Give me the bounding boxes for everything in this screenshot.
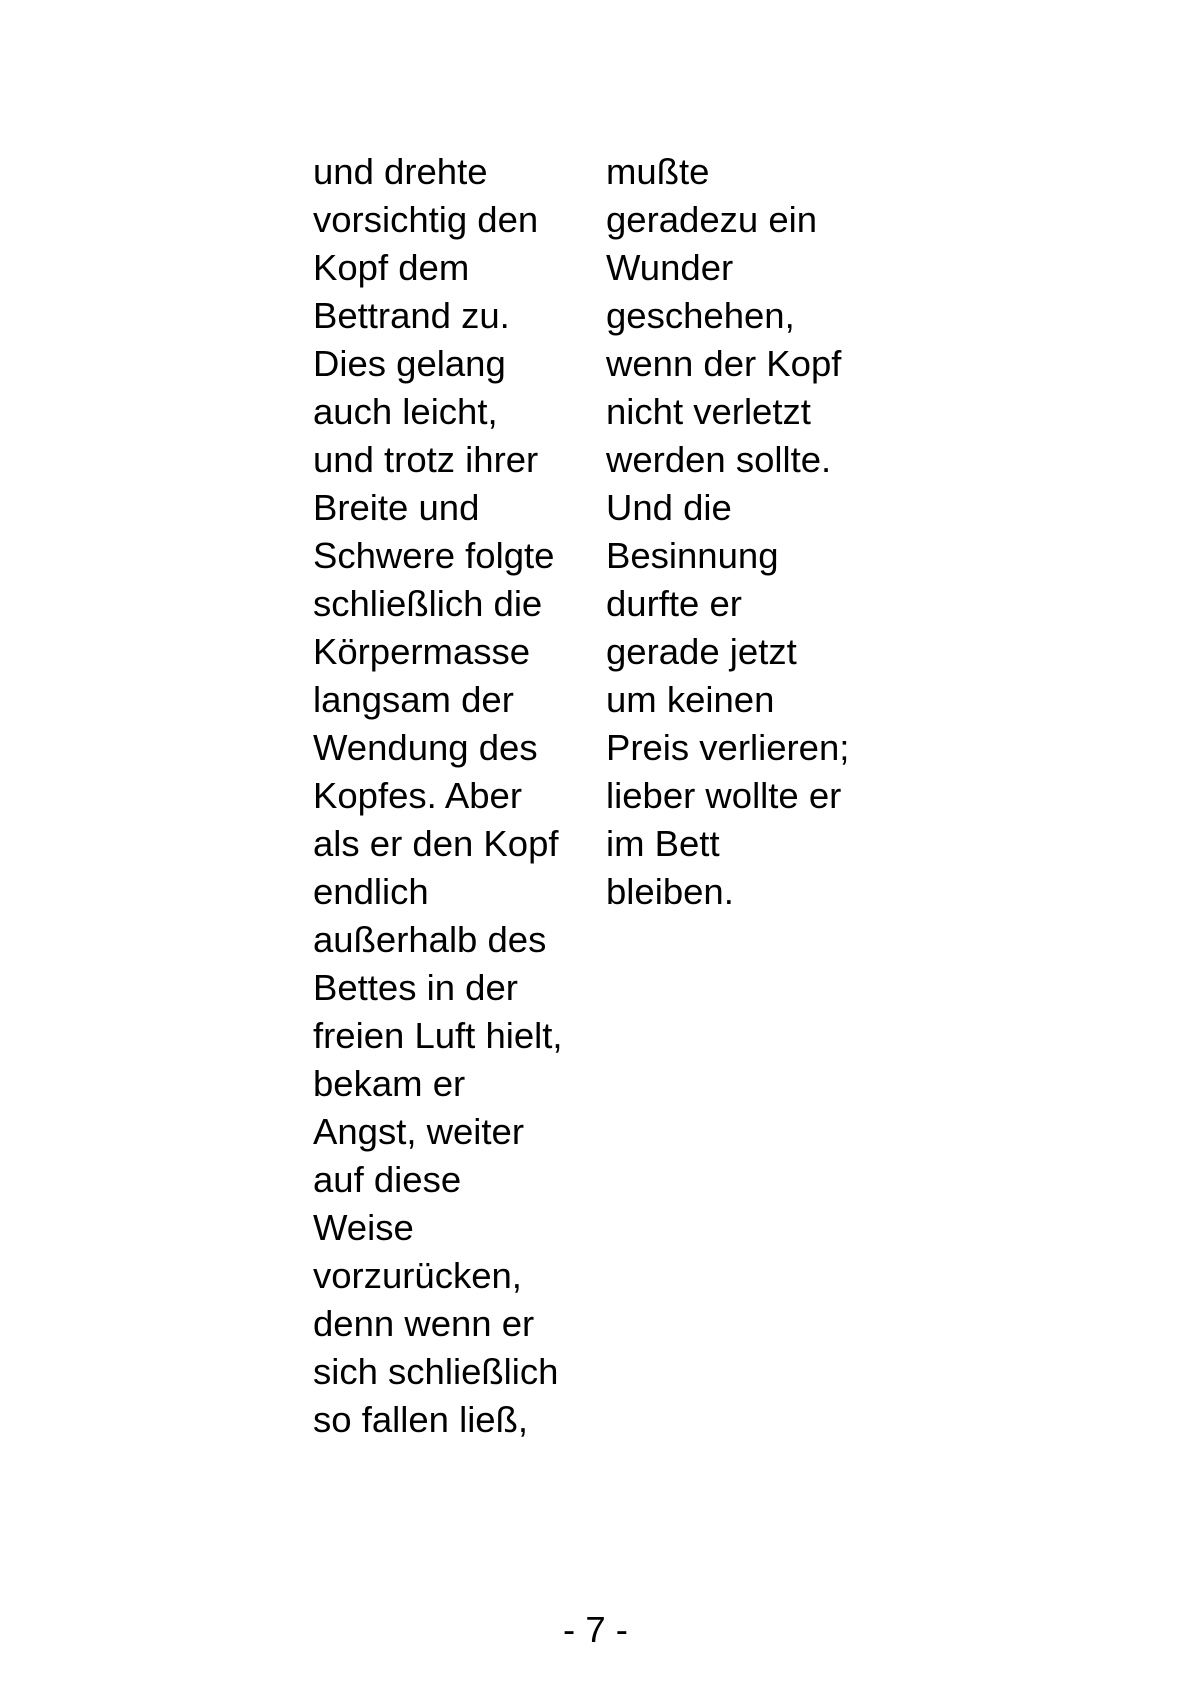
text-line: und drehte: [313, 151, 488, 192]
text-line: Körpermasse: [313, 631, 531, 672]
text-line: Kopf dem: [313, 247, 470, 288]
text-line: außerhalb des: [313, 919, 547, 960]
text-line: Besinnung: [606, 535, 779, 576]
text-line: wenn der Kopf: [606, 343, 842, 384]
text-line: gerade jetzt: [606, 631, 797, 672]
text-line: geschehen,: [606, 295, 795, 336]
text-column-right: [606, 148, 849, 916]
text-line: Wunder: [606, 247, 734, 288]
text-line: Angst, weiter: [313, 1111, 524, 1152]
text-column-left: [313, 148, 563, 1444]
text-line: so fallen ließ,: [313, 1399, 529, 1440]
text-line: Und die: [606, 487, 732, 528]
text-line: langsam der: [313, 679, 514, 720]
text-line: lieber wollte er: [606, 775, 842, 816]
text-line: geradezu ein: [606, 199, 818, 240]
text-line: werden sollte.: [606, 439, 832, 480]
text-line: sich schließlich: [313, 1351, 559, 1392]
text-line: schließlich die: [313, 583, 543, 624]
text-line: Kopfes. Aber: [313, 775, 523, 816]
text-line: als er den Kopf: [313, 823, 559, 864]
text-line: um keinen: [606, 679, 775, 720]
text-line: Dies gelang: [313, 343, 506, 384]
text-line: bleiben.: [606, 871, 734, 912]
page-number: - 7 -: [563, 1609, 628, 1650]
text-line: mußte: [606, 151, 710, 192]
text-line: Preis verlieren;: [606, 727, 850, 768]
text-line: und trotz ihrer: [313, 439, 539, 480]
text-line: Schwere folgte: [313, 535, 555, 576]
text-line: auch leicht,: [313, 391, 498, 432]
text-line: auf diese: [313, 1159, 462, 1200]
text-line: Wendung des: [313, 727, 538, 768]
text-line: vorsichtig den: [313, 199, 539, 240]
text-line: vorzurücken,: [313, 1255, 522, 1296]
text-line: Breite und: [313, 487, 480, 528]
text-line: bekam er: [313, 1063, 466, 1104]
text-line: Bettrand zu.: [313, 295, 510, 336]
text-line: endlich: [313, 871, 429, 912]
text-line: Bettes in der: [313, 967, 518, 1008]
text-line: Weise: [313, 1207, 414, 1248]
text-line: denn wenn er: [313, 1303, 535, 1344]
text-line: durfte er: [606, 583, 742, 624]
text-line: im Bett: [606, 823, 720, 864]
text-line: freien Luft hielt,: [313, 1015, 563, 1056]
text-line: nicht verletzt: [606, 391, 811, 432]
